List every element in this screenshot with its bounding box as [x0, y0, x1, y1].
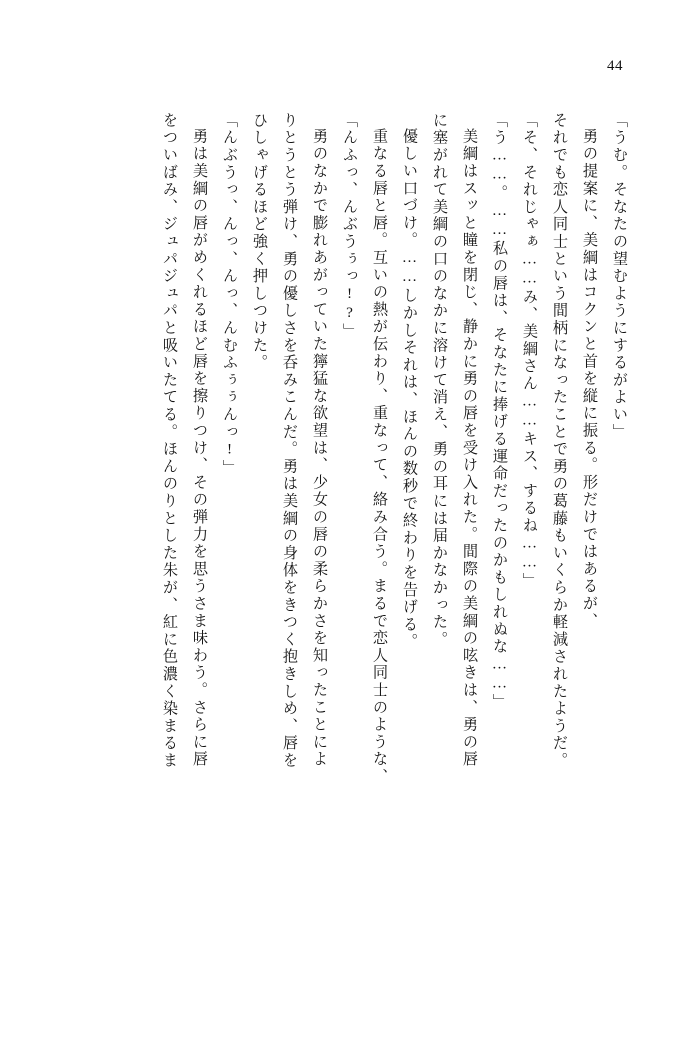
page-number: 44 [607, 58, 623, 74]
text-line: 美綱はスッと瞳を閉じ、静かに勇の唇を受け入れた。間際の美綱の呟きは、勇の唇 [461, 128, 478, 769]
text-line: 重なる唇と唇。互いの熱が伝わり、重なって、絡み合う。まるで恋人同士のような、 [371, 128, 388, 786]
text-line: りとうとう弾け、勇の優しさを呑みこんだ。勇は美綱の身体をきつく抱きしめ、唇を [281, 112, 298, 770]
text-line: に塞がれて美綱の口のなかに溶けて消え、勇の耳には届かなかった。 [431, 112, 448, 649]
text-line: 優しい口づけ。……しかしそれは、ほんの数秒で終わりを告げる。 [401, 128, 418, 651]
text-line: ひしゃげるほど強く押しつけた。 [251, 112, 268, 372]
text-line: 「そ、それじゃぁ……み、美綱さん……キス、するね……」 [521, 112, 538, 590]
text-line: 勇のなかで膨れあがっていた獰猛な欲望は、少女の唇の柔らかさを知ったことによ [311, 128, 328, 769]
text-line: 「うむ。そなたの望むようにするがよい」 [611, 112, 628, 441]
text-line: 「んふっ、んぶうぅっ!?」 [341, 112, 358, 341]
text-line: 「う……。……私の唇は、そなたに捧げる運命だったのかもしれぬな……」 [491, 112, 508, 711]
text-line: 勇は美綱の唇がめくれるほど唇を擦りつけ、その弾力を思うさま味わう。さらに唇 [191, 128, 208, 769]
text-line: 勇の提案に、美綱はコクンと首を縦に振る。形だけではあるが、 [581, 128, 598, 630]
vertical-text-body [67, 112, 627, 972]
text-line: をついばみ、ジュパジュパと吸いたてる。ほんのりとした朱が、紅に色濃く染まるま [161, 112, 178, 770]
text-line: 「んぶうっ、んっ、んっ、んむふぅぅんっ!」 [221, 112, 238, 478]
text-line: それでも恋人同士という間柄になったことで勇の葛藤もいくらか軽減されたようだ。 [551, 112, 568, 770]
